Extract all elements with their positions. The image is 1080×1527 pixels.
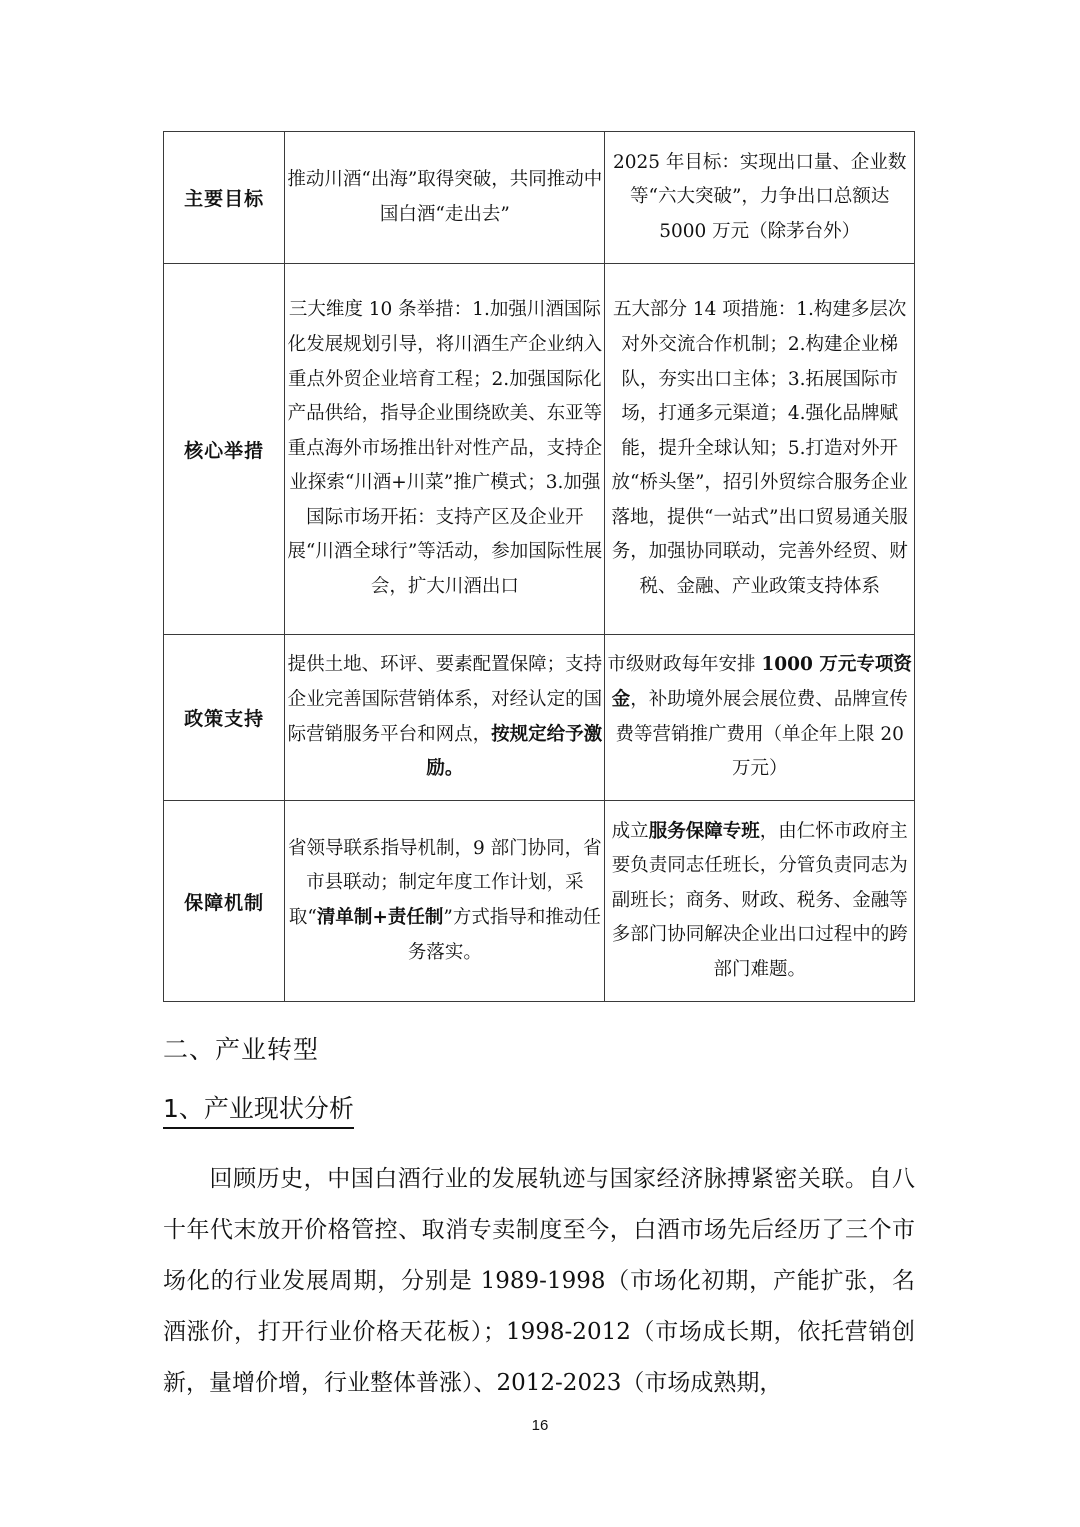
table-row bbox=[164, 801, 915, 1002]
row-label: 主要目标 bbox=[164, 132, 285, 264]
table-cell bbox=[285, 635, 605, 801]
cell-text: ，补助境外展会展位费、品牌宣传费等营销推广费用（单企年上限 20 万元） bbox=[615, 688, 908, 780]
row-label: 政策支持 bbox=[164, 635, 285, 801]
cell-text: 市级财政每年安排 bbox=[607, 654, 762, 676]
emphasis-text: 1000 万元专项资金 bbox=[611, 654, 912, 710]
cell-text: ”方式指导和推动任务落实。 bbox=[407, 907, 601, 963]
cell-text: 提供土地、环评、要素配置保障；支持企业完善国际营销体系，对经认定的国际营销服务平台和网点， bbox=[287, 654, 603, 745]
table-cell bbox=[605, 635, 915, 801]
section-heading: 二、产业转型 bbox=[163, 1035, 320, 1064]
table-row bbox=[164, 132, 915, 264]
cell-text: 省领导联系指导机制，9 部门协同，省市县联动；制定年度工作计划，采取“ bbox=[288, 837, 602, 928]
page-number: 16 bbox=[531, 1417, 549, 1434]
table-cell: 三大维度 10 条举措：1.加强川酒国际化发展规划引导，将川酒生产企业纳入重点外贸企业培育工程；2.加强国际化产品供给，指导企业围绕欧美、东亚等重点海外市场推出针对性产品，支持企业探索“川酒+川菜”推广模式；3.加强国际市场开拓：支持产区及企业开展“川酒全球行”等活动，参加国际性展会，扩大川酒出口 bbox=[285, 264, 605, 635]
table-cell: 推动川酒“出海”取得突破，共同推动中国白酒“走出去” bbox=[285, 132, 605, 264]
paragraph-text: 回顾历史，中国白酒行业的发展轨迹与国家经济脉搏紧密关联。自八十年代末放开价格管控、取消专卖制度至今，白酒市场先后经历了三个市场化的行业发展周期，分别是 1989-1998（市场化初期，产能扩张，名酒涨价，打开行业价格天花板）；1998-2012（市场成长期，依托营销创新，量增价增，行业整体普涨）、2012-2023（市场成熟期， bbox=[163, 1166, 915, 1396]
policy-comparison-table bbox=[163, 131, 915, 1002]
subsection-heading: 1、产业现状分析 bbox=[163, 1092, 354, 1129]
emphasis-text: 按规定给予激励。 bbox=[426, 723, 603, 780]
cell-text: 成立 bbox=[611, 820, 649, 842]
table-row bbox=[164, 635, 915, 801]
cell-text: ，由仁怀市政府主要负责同志任班长，分管负责同志为副班长；商务、财政、税务、金融等多部门协同解决企业出口过程中的跨部门难题。 bbox=[611, 820, 908, 980]
table-cell: 2025 年目标：实现出口量、企业数等“六大突破”，力争出口总额达 5000 万元（除茅台外） bbox=[605, 132, 915, 264]
row-label: 保障机制 bbox=[164, 801, 285, 1002]
table-cell bbox=[605, 801, 915, 1002]
table-cell: 五大部分 14 项措施：1.构建多层次对外交流合作机制；2.构建企业梯队，夯实出口主体；3.拓展国际市场，打通多元渠道；4.强化品牌赋能，提升全球认知；5.打造对外开放“桥头堡”，招引外贸综合服务企业落地，提供“一站式”出口贸易通关服务，加强协同联动，完善外经贸、财税、金融、产业政策支持体系 bbox=[605, 264, 915, 635]
table-row bbox=[164, 264, 915, 635]
emphasis-text: 服务保障专班 bbox=[648, 820, 760, 842]
table-cell bbox=[285, 801, 605, 1002]
body-paragraph bbox=[163, 1154, 915, 1409]
row-label: 核心举措 bbox=[164, 264, 285, 635]
emphasis-text: 清单制+责任制 bbox=[316, 907, 444, 928]
